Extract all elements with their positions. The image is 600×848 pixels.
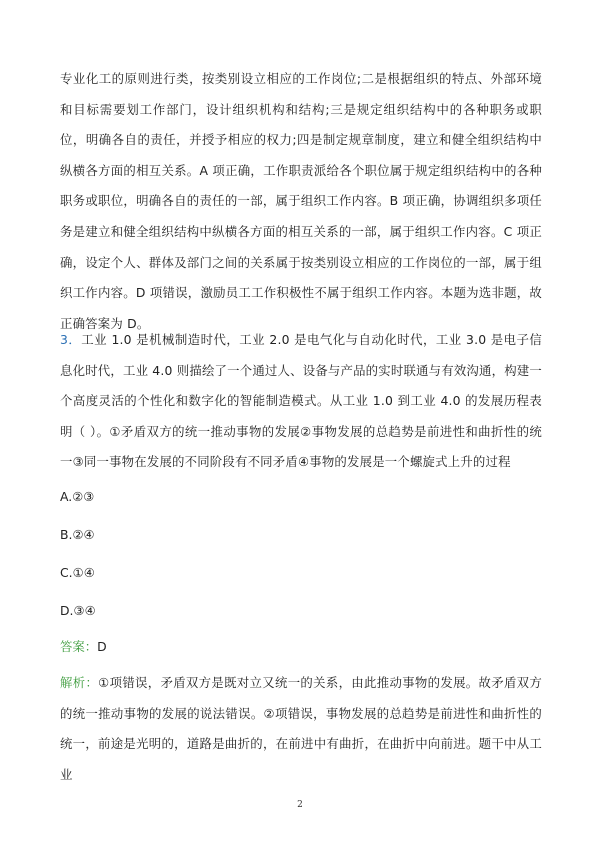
question-text: 工业 1.0 是机械制造时代，工业 2.0 是电气化与自动化时代，工业 3.0 是电子信息化时代，工业 4.0 则描绘了一个通过人、设备与产品的实时联通与有效沟通，构建一个高度灵活的个性化和数字化的智能制造模式。从工业 1.0 到工业 4.0 的发展历程表明（ ）。①矛盾双方的统一推动事物的发展②事物发展的总趋势是前进性和曲折性的统一③同一事物在发展的不同阶段有不同矛盾④事物的发展是一个螺旋式上升的过程 (60, 332, 542, 470)
analysis (60, 668, 542, 790)
page-number: 2 (297, 800, 303, 810)
option-d: D.③④ (60, 603, 96, 618)
analysis-label: 解析： (60, 675, 99, 690)
option-a: A.②③ (60, 489, 95, 504)
question-3 (60, 325, 542, 478)
answer-label: 答案： (60, 639, 98, 654)
question-number: 3． (60, 332, 82, 347)
option-b: B.②④ (60, 527, 95, 542)
answer-value: D (97, 639, 107, 654)
previous-analysis-continuation: 专业化工的原则进行类，按类别设立相应的工作岗位;二是根据组织的特点、外部环境和目标需要划工作部门，设计组织机构和结构;三是规定组织结构中的各种职务或职位，明确各自的责任，并授予相应的权力;四是制定规章制度，建立和健全组织结构中纵横各方面的相互关系。A 项正确，工作职责派给各个职位属于规定组织结构中的各种职务或职位，明确各自的责任的一部，属于组织工作内容。B 项正确，协调组织多项任务是建立和健全组织结构中纵横各方面的相互关系的一部，属于组织工作内容。C 项正确，设定个人、群体及部门之间的关系属于按类别设立相应的工作岗位的一部，属于组织工作内容。D 项错误，激励员工工作积极性不属于组织工作内容。本题为选非题，故正确答案为 D。 (60, 71, 542, 331)
analysis-text: ①项错误，矛盾双方是既对立又统一的关系，由此推动事物的发展。故矛盾双方的统一推动事物的发展的说法错误。②项错误，事物发展的总趋势是前进性和曲折性的统一，前途是光明的，道路是曲折的，在前进中有曲折，在曲折中向前进。题干中从工业 (60, 675, 542, 782)
answer (60, 637, 107, 657)
option-c: C.①④ (60, 565, 95, 580)
